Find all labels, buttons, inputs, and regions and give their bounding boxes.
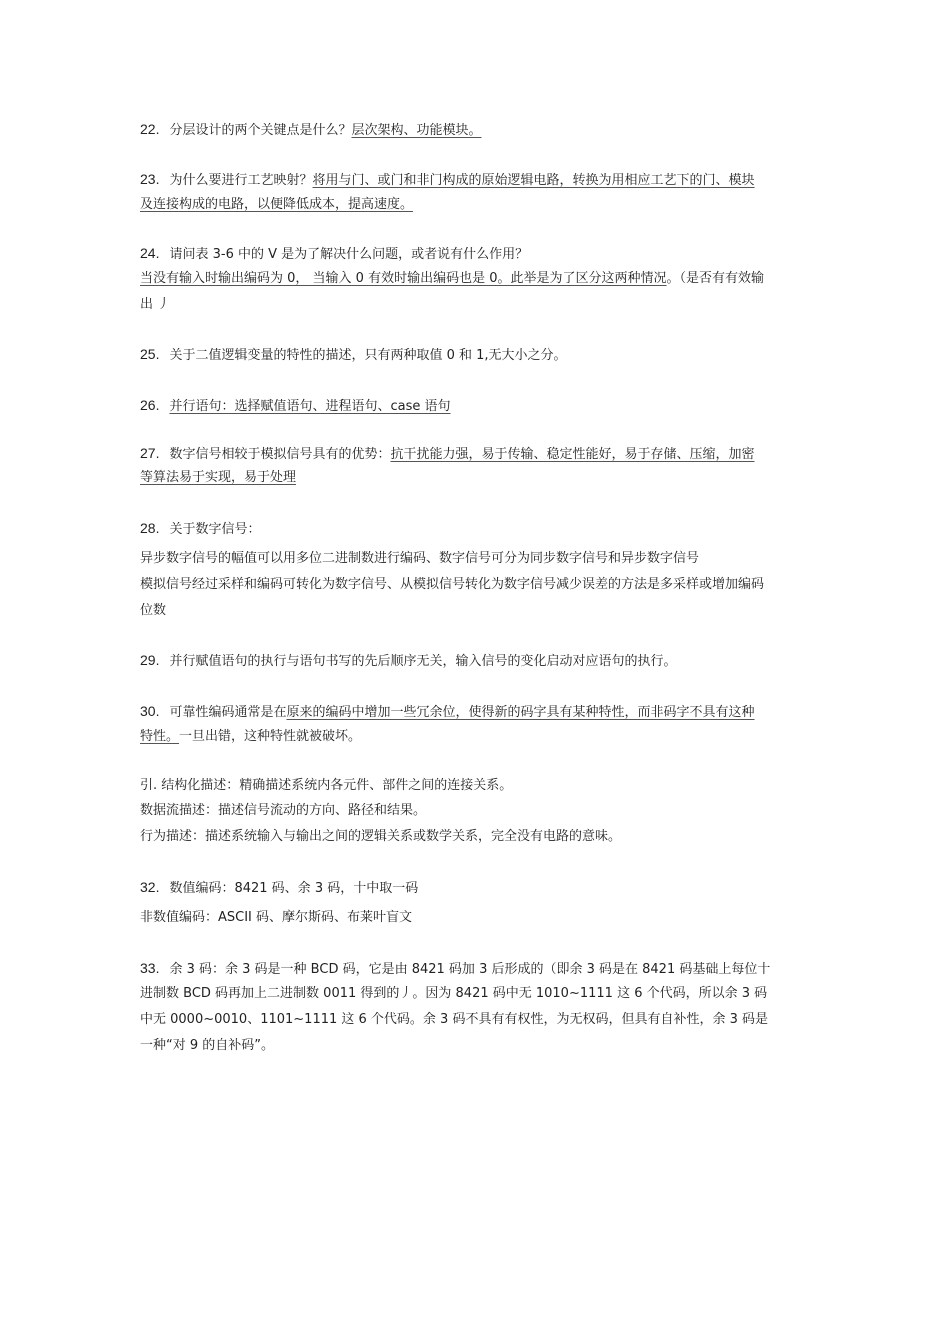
item-33-line: 进制数 BCD 码再加上二进制数 0011 得到的丿。因为 8421 码中无 1010~1111 这 6 个代码，所以余 3 码	[140, 986, 768, 1001]
item-26	[140, 396, 451, 416]
item-22	[140, 120, 482, 140]
item-31-line: 数据流描述：描述信号流动的方向、路径和结果。	[140, 803, 427, 818]
item-31-line: 引. 结构化描述：精确描述系统内各元件、部件之间的连接关系。	[140, 778, 513, 793]
question-text: 并行赋值语句的执行与语句书写的先后顺序无关，输入信号的变化启动对应语句的执行。	[169, 654, 677, 669]
item-number: 22.	[140, 121, 160, 137]
item-number: 29.	[140, 652, 160, 668]
item-number: 23.	[140, 171, 160, 187]
item-text: 数值编码：8421 码、余 3 码，十中取一码	[169, 881, 419, 896]
item-29	[140, 651, 676, 671]
item-23	[140, 170, 755, 190]
question-text: 可靠性编码通常是在	[169, 705, 287, 720]
question-text: 为什么要进行工艺映射？	[169, 173, 313, 188]
item-24	[140, 244, 528, 264]
question-text: 关于数字信号：	[169, 522, 261, 537]
answer-text: 层次架构、功能模块。	[351, 123, 482, 138]
item-24-continuation	[140, 296, 170, 314]
item-30-continuation	[140, 728, 361, 746]
question-text: 关于二值逻辑变量的特性的描述，只有两种取值 0 和 1,无大小之分。	[169, 348, 567, 363]
item-33-line: 中无 0000~0010、1101~1111 这 6 个代码。余 3 码不具有有权性，为无权码，但具有自补性，余 3 码是	[140, 1012, 768, 1027]
answer-text: 原来的编码中增加一些冗余位，使得新的码字具有某种特性，而非码字不具有这种	[286, 705, 755, 720]
answer-text: 抗干扰能力强，易于传输、稳定性能好，易于存储、压缩，加密	[390, 447, 755, 462]
item-number: 27.	[140, 445, 160, 461]
answer-tail: 。（是否有有效输	[666, 271, 764, 286]
item-27-continuation	[140, 469, 296, 487]
answer-text: 出 丿	[140, 297, 171, 312]
item-24-answer	[140, 270, 764, 288]
item-23-continuation	[140, 196, 413, 214]
item-30	[140, 702, 755, 722]
answer-text: 等算法易于实现，易于处理	[140, 470, 297, 485]
item-28	[140, 519, 260, 539]
item-number: 33.	[140, 960, 160, 976]
item-25	[140, 345, 567, 365]
item-27	[140, 444, 755, 464]
item-number: 26.	[140, 397, 160, 413]
item-number: 28.	[140, 520, 160, 536]
item-31-line: 行为描述：描述系统输入与输出之间的逻辑关系或数学关系，完全没有电路的意味。	[140, 829, 622, 844]
item-33	[140, 959, 770, 979]
question-tail: 一旦出错，这种特性就被破坏。	[179, 729, 362, 744]
question-text: 请问表 3-6 中的 V 是为了解决什么问题，或者说有什么作用？	[169, 247, 529, 262]
item-text: 余 3 码：余 3 码是一种 BCD 码，它是由 8421 码加 3 后形成的（即余 3 码是在 8421 码基础上每位十	[169, 962, 771, 977]
item-number: 30.	[140, 703, 160, 719]
answer-text: 及连接构成的电路，以便降低成本，提高速度。	[140, 197, 414, 212]
answer-text: 并行语句：选择赋值语句、进程语句、case 语句	[169, 399, 451, 414]
answer-text: 特性。	[140, 729, 180, 744]
item-28-line: 位数	[140, 603, 167, 618]
item-32-line: 非数值编码：ASCII 码、摩尔斯码、布莱叶盲文	[140, 910, 413, 925]
item-number: 25.	[140, 346, 160, 362]
item-28-line: 异步数字信号的幅值可以用多位二进制数进行编码、数字信号可分为同步数字信号和异步数字信号	[140, 551, 700, 566]
item-number: 24.	[140, 245, 160, 261]
item-number: 32.	[140, 879, 160, 895]
item-32	[140, 878, 418, 898]
question-text: 数字信号相较于模拟信号具有的优势：	[169, 447, 391, 462]
item-28-line: 模拟信号经过采样和编码可转化为数字信号、从模拟信号转化为数字信号减少误差的方法是多采样或增加编码	[140, 577, 765, 592]
answer-text: 当没有输入时输出编码为 0， 当输入 0 有效时输出编码也是 0。此举是为了区分这两种情况	[140, 271, 667, 286]
answer-text: 将用与门、或门和非门构成的原始逻辑电路，转换为用相应工艺下的门、模块	[312, 173, 755, 188]
question-text: 分层设计的两个关键点是什么？	[169, 123, 352, 138]
item-33-line: 一种“对 9 的自补码”。	[140, 1038, 275, 1053]
